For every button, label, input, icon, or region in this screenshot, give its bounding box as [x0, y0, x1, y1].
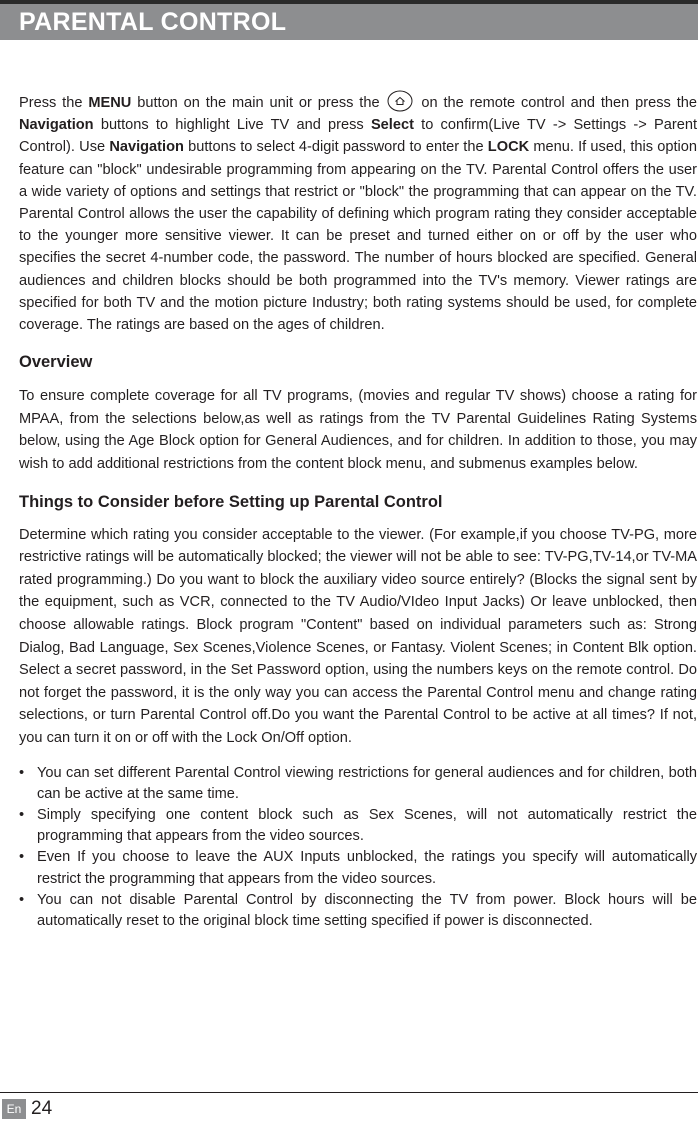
intro-text-5: to confirm(Live TV -> Settings -> Parent Control). Use [19, 117, 697, 156]
language-badge: En [2, 1099, 26, 1119]
tips-list [19, 763, 697, 933]
footer-divider [0, 1092, 698, 1093]
bullet-icon: • [19, 764, 25, 781]
considerations-paragraph: Determine which rating you consider acceptable to the viewer. (For example,if you choose TV-PG, more restrictive ratings will be automatically blocked; the viewer will not be able to see: TV-PG,TV-14,or TV-MA rated programming.) Do you want to block the auxiliary video source entirely? (Blocks the signal sent by the equipment, such as VCR, connected to the TV Audio/VIdeo Input Jacks) Or leave unblocked, then choose allowable ratings. Block program "Content" based on individual parameters such as: Strong Dialog, Bad Language, Sex Scenes,Violence Scenes, or Fantasy. Violent Scenes; in Content Blk option. Select a secret password, in the Set Password option, using the numbers keys on the remote control. Do not forget the password, it is the only way you can access the Parental Control menu and change rating selections, or turn Parental Control off.Do you want the Parental Control to be active at all times? If not, you can turn it on or off with the Lock On/Off option. [19, 526, 697, 746]
page-footer [0, 1098, 52, 1120]
bullet-icon: • [19, 849, 25, 866]
intro-text-2: button on the main unit or press the [131, 95, 386, 111]
overview-paragraph: To ensure complete coverage for all TV programs, (movies and regular TV shows) choose a rating for MPAA, from the selections below,as well as ratings from the TV Parental Guidelines Rating Systems below, using the Age Block option for General Audiences, and for children. In addition to those, you may wish to add additional restrictions from the content block menu, and submenus examples below. [19, 388, 697, 473]
lock-keyword: LOCK [487, 139, 530, 156]
list-item [19, 805, 697, 847]
list-item-text: You can not disable Parental Control by disconnecting the TV from power. Block hours will be automatically reset to the original block time setting specified if power is disconnected. [37, 891, 697, 929]
navigation-keyword-2: Navigation [109, 139, 184, 156]
considerations-heading: Things to Consider before Setting up Parental Control [19, 492, 443, 511]
intro-text-4: buttons to highlight Live TV and press [93, 117, 371, 134]
bullet-icon: • [19, 806, 25, 823]
bullet-icon: • [19, 891, 25, 908]
intro-text-1: Press the [19, 95, 89, 111]
document-body [19, 92, 697, 932]
list-item [19, 847, 697, 889]
intro-text-7: menu. If used, this option feature can "block" undesirable programming from appearing on the TV. Parental Control offers the user a wide variety of options and settings that restrict or "block" the programming that can appear on the TV. Parental Control allows the user the capability of defining which program rating they consider acceptable to the younger more sensitive viewer. It can be preset and turned either on or off by the user who specifies the secret 4-number code, the password. The number of hours blocked are specified. General audiences and children blocks should be both programmed into the TV's memory. Viewer ratings are specified for both TV and the motion picture Industry; both rating systems should be used, for complete coverage. The ratings are based on the ages of children. [19, 139, 697, 334]
list-item [19, 890, 697, 932]
page-title: PARENTAL CONTROL [0, 4, 698, 40]
menu-keyword: MENU [88, 95, 132, 111]
intro-paragraph [19, 92, 697, 336]
select-keyword: Select [370, 117, 414, 134]
list-item-text: Even If you choose to leave the AUX Inputs unblocked, the ratings you specify will automatically restrict the programming that appears from the video sources. [37, 849, 697, 887]
list-item-text: Simply specifying one content block such as Sex Scenes, will not automatically restrict the programming that appears from the video sources. [37, 806, 697, 845]
list-item-text: You can set different Parental Control viewing restrictions for general audiences and for children, both can be active at the same time. [37, 764, 697, 802]
intro-text-3: on the remote control and then press the [415, 95, 698, 111]
navigation-keyword: Navigation [19, 117, 94, 134]
list-item [19, 763, 697, 805]
intro-text-6: buttons to select 4-digit password to enter the [183, 139, 488, 156]
page-number: 24 [31, 1098, 53, 1119]
home-icon [387, 90, 413, 112]
overview-heading: Overview [19, 353, 93, 372]
